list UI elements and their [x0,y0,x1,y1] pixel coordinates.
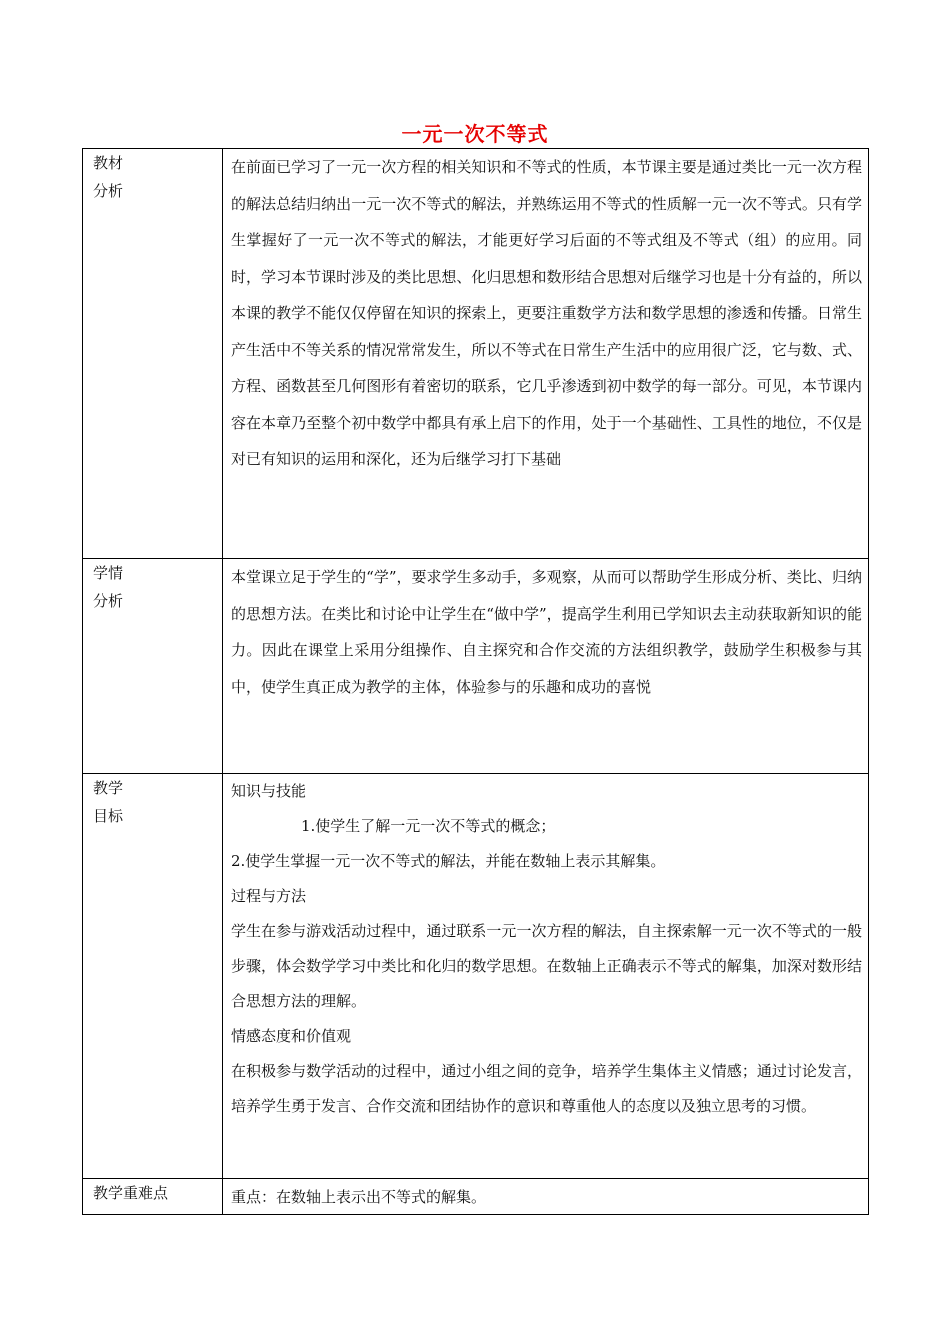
row-label-key-points [83,1179,223,1215]
lesson-plan-table [82,148,869,1215]
material-analysis-text: 在前面已学习了一元一次方程的相关知识和不等式的性质，本节课主要是通过类比一元一次方程的解法总结归纳出一元一次不等式的解法，并熟练运用不等式的性质解一元一次不等式。只有学生掌握好了一元一次不等式的解法，才能更好学习后面的不等式组及不等式（组）的应用。同时，学习本节课时涉及的类比思想、化归思想和数形结合思想对后继学习也是十分有益的，所以本课的教学不能仅仅停留在知识的探索上，更要注重数学方法和数学思想的渗透和传播。日常生产生活中不等关系的情况常常发生，所以不等式在日常生产生活中的应用很广泛，它与数、式、方程、函数甚至几何图形有着密切的联系，它几乎渗透到初中数学的每一部分。可见，本节课内容在本章乃至整个初中数学中都具有承上启下的作用，处于一个基础性、工具性的地位，不仅是对已有知识的运用和深化，还为后继学习打下基础 [231,158,862,468]
key-points-text: 重点：在数轴上表示出不等式的解集。 [231,1187,487,1206]
label-line: 教学 [93,779,124,797]
row-content-material [223,149,869,559]
emotion-heading: 情感态度和价值观 [231,1027,352,1045]
document-title: 一元一次不等式 [401,122,549,146]
row-label-students [83,559,223,774]
label-line: 教材 [93,154,124,172]
table-row-material [83,149,869,559]
knowledge-item: 1.使学生了解一元一次不等式的概念； [301,817,556,835]
key-points-label: 教学重难点 [93,1184,169,1202]
label-line: 分析 [93,182,124,200]
table-row-key-points [83,1179,869,1215]
table-row-goals [83,774,869,1179]
knowledge-item: 2.使学生掌握一元一次不等式的解法，并能在数轴上表示其解集。 [231,852,666,870]
process-heading: 过程与方法 [231,887,307,905]
process-text: 学生在参与游戏活动过程中，通过联系一元一次方程的解法，自主探索解一元一次不等式的一般步骤，体会数学学习中类比和化归的数学思想。在数轴上正确表示不等式的解集，加深对数形结合思想方法的理解。 [231,922,862,1010]
row-label-material [83,149,223,559]
row-content-key-points [223,1179,869,1215]
row-content-goals [223,774,869,1179]
label-line: 分析 [93,592,124,610]
knowledge-heading: 知识与技能 [231,782,307,800]
table-row-students [83,559,869,774]
student-analysis-text: 本堂课立足于学生的“学”，要求学生多动手，多观察，从而可以帮助学生形成分析、类比、归纳的思想方法。在类比和讨论中让学生在“做中学”，提高学生利用已学知识去主动获取新知识的能力。因此在课堂上采用分组操作、自主探究和合作交流的方法组织教学，鼓励学生积极参与其中，使学生真正成为教学的主体，体验参与的乐趣和成功的喜悦 [231,568,862,696]
row-content-students [223,559,869,774]
row-label-goals [83,774,223,1179]
label-line: 学情 [93,564,124,582]
emotion-text: 在积极参与数学活动的过程中，通过小组之间的竞争，培养学生集体主义情感；通过讨论发言，培养学生勇于发言、合作交流和团结协作的意识和尊重他人的态度以及独立思考的习惯。 [231,1062,862,1115]
label-line: 目标 [93,807,124,825]
